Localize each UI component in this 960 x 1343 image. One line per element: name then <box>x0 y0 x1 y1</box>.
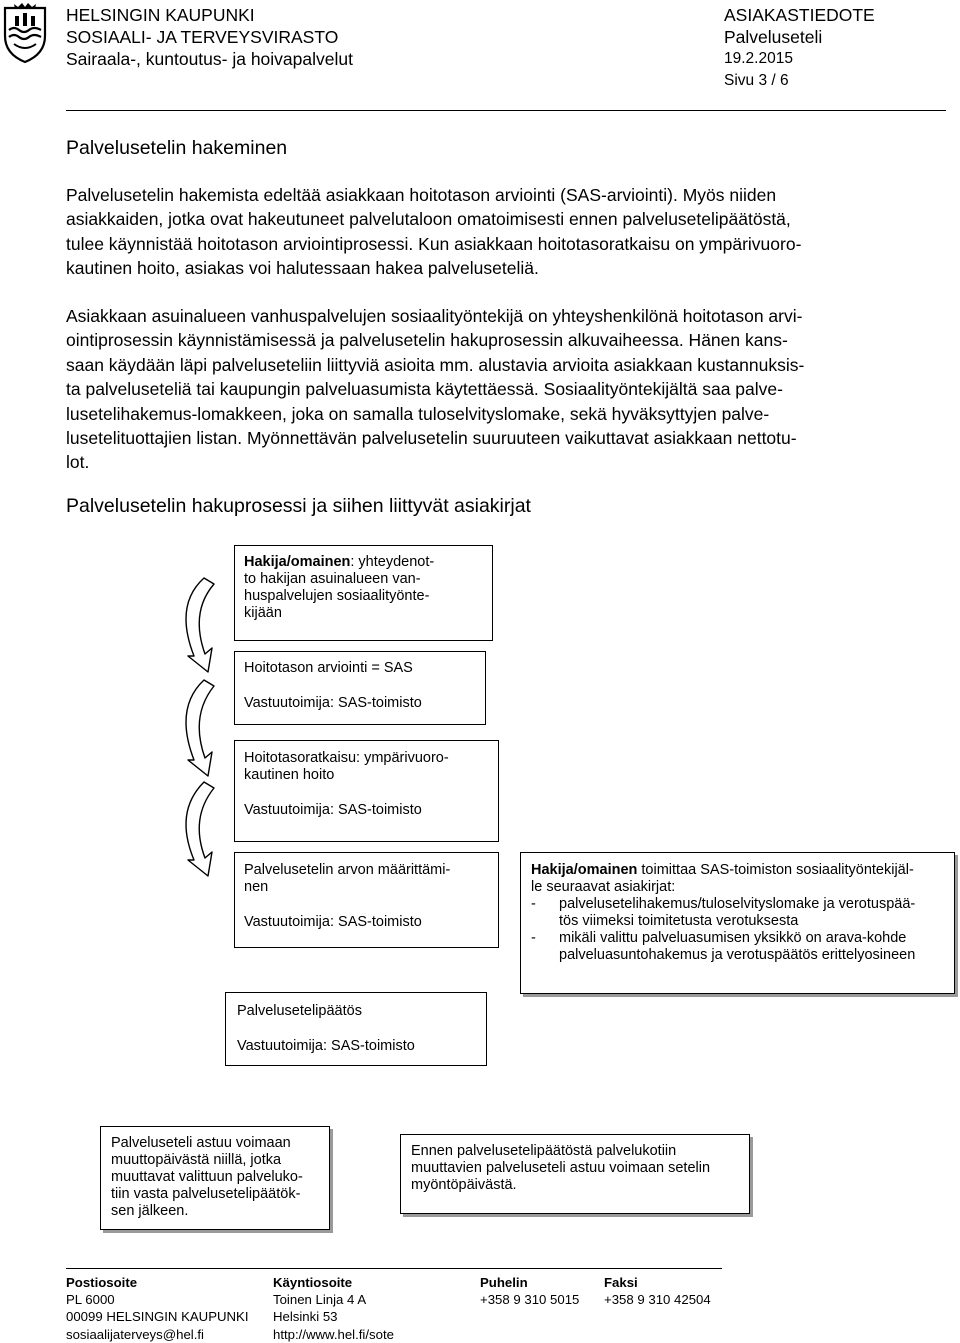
footer-heading: Faksi <box>604 1275 638 1290</box>
box-bold-label: Hakija/omainen <box>244 554 351 570</box>
box-text: sen jälkeen. <box>111 1203 189 1219</box>
box-bold-label: Hakija/omainen <box>531 862 638 878</box>
footer-divider <box>66 1268 722 1269</box>
flow-box-assessment <box>234 651 486 725</box>
box-text: mikäli valittu palveluasumisen yksikkö on arava-kohde <box>559 930 907 946</box>
footer-heading: Postiosoite <box>66 1275 138 1290</box>
document-list-item <box>531 896 946 930</box>
box-responsible: Vastuutoimija: SAS-toimisto <box>244 914 422 930</box>
box-text: palvelusetelihakemus/tuloselvityslomake ja verotuspää- <box>559 896 916 912</box>
box-text: to hakijan asuinalueen van- <box>244 571 421 587</box>
helsinki-crest-logo <box>2 2 48 64</box>
flow-box-voucher-value <box>234 852 499 948</box>
paragraph-line: saan käydään läpi palveluseteliin liittyviä asioita mm. alustavia arvioita asiakkaan kustannuksis- <box>66 354 805 375</box>
box-text: Palvelusetelipäätös <box>237 1003 362 1019</box>
paragraph-line: ta palveluseteliä tai kaupungin palveluasumista käytettäessä. Sosiaalityöntekijältä saa palve- <box>66 379 783 400</box>
flow-box-documents <box>520 852 955 994</box>
header-org-line-2: SOSIAALI- JA TERVEYSVIRASTO <box>66 27 339 47</box>
box-text: kautinen hoito <box>244 767 335 783</box>
box-text: Hoitotason arviointi = SAS <box>244 660 413 676</box>
footer-visiting-address <box>273 1274 394 1343</box>
header-doc-date: 19.2.2015 <box>724 50 793 67</box>
footer-phone <box>480 1274 579 1308</box>
box-responsible: Vastuutoimija: SAS-toimisto <box>244 695 422 711</box>
paragraph-line: Asiakkaan asuinalueen vanhuspalvelujen sosiaalityöntekijä on yhteyshenkilönä hoitotason arvi- <box>66 306 803 326</box>
header-org-line-3: Sairaala-, kuntoutus- ja hoivapalvelut <box>66 49 353 69</box>
flow-arrows <box>170 560 240 890</box>
paragraph-line: Palvelusetelin hakemista edeltää asiakkaan hoitotason arviointi (SAS-arviointi). Myös niiden <box>66 185 777 205</box>
header-page-number: Sivu 3 / 6 <box>724 72 789 89</box>
document-list-item <box>531 930 946 964</box>
box-text: tös viimeksi toimitetusta verotuksesta <box>559 913 799 929</box>
box-text: tiin vasta palvelusetelipäätök- <box>111 1186 301 1202</box>
header-document-info <box>724 4 875 92</box>
box-text: le seuraavat asiakirjat: <box>531 879 676 895</box>
paragraph-social-worker <box>66 304 946 475</box>
box-responsible: Vastuutoimija: SAS-toimisto <box>237 1038 415 1054</box>
paragraph-line: asiakkaiden, jotka ovat hakeutuneet palvelutaloon omatoimisesti ennen palvelusetelipäätöstä, <box>66 209 791 230</box>
list-dash: - <box>531 896 536 912</box>
section-heading-process: Palvelusetelin hakuprosessi ja siihen liittyvät asiakirjat <box>66 495 531 517</box>
list-dash: - <box>531 930 536 946</box>
paragraph-line: lot. <box>66 452 90 473</box>
footer-fax <box>604 1274 711 1308</box>
curved-arrow-icon <box>186 578 214 672</box>
box-text: muuttavat valittuun palveluko- <box>111 1169 303 1185</box>
paragraph-line: tulee käynnistää hoitotason arviointiprosessi. Kun asiakkaan hoitotasoratkaisu on ympärivuoro- <box>66 233 802 254</box>
header-organization <box>66 4 353 70</box>
paragraph-line: lusetelituottajien listan. Myönnettävän palvelusetelin suuruuteen vaikuttavat asiakkaan nettotu- <box>66 428 797 449</box>
box-responsible: Vastuutoimija: SAS-toimisto <box>244 802 422 818</box>
box-text: Palveluseteli astuu voimaan <box>111 1135 291 1151</box>
flow-box-validity-before <box>400 1134 750 1214</box>
header-doc-type: ASIAKASTIEDOTE <box>724 5 875 25</box>
box-text: muuttavien palveluseteli astuu voimaan setelin <box>411 1160 711 1176</box>
paragraph-line: ointiprosessin käynnistämisessä ja palvelusetelin hakuprosessin alkuvaiheessa. Hänen kans- <box>66 330 788 351</box>
box-text: toimittaa SAS-toimiston sosiaalityöntekijäl- <box>637 862 914 878</box>
box-text: palveluasuntohakemus ja verotuspäätös erittelyosineen <box>559 947 916 963</box>
section-heading-applying: Palvelusetelin hakeminen <box>66 137 288 159</box>
footer-text: 00099 HELSINGIN KAUPUNKI <box>66 1309 249 1325</box>
paragraph-line: kautinen hoito, asiakas voi halutessaan hakea palveluseteliä. <box>66 258 539 279</box>
header-divider <box>66 110 946 111</box>
paragraph-line: lusetelihakemus-lomakkeen, joka on samalla tuloselvityslomake, sekä hyväksyttyjen palve- <box>66 403 770 424</box>
footer-text: Toinen Linja 4 A <box>273 1292 367 1308</box>
box-text: Hoitotasoratkaisu: ympärivuoro- <box>244 750 449 766</box>
footer-text: PL 6000 <box>66 1292 115 1308</box>
footer-text: +358 9 310 5015 <box>480 1292 580 1308</box>
flow-box-validity-after <box>100 1126 330 1230</box>
header-doc-subject: Palveluseteli <box>724 27 823 47</box>
box-text: Palvelusetelin arvon määrittämi- <box>244 862 451 878</box>
curved-arrow-icon <box>186 782 214 876</box>
footer-text: Helsinki 53 <box>273 1309 338 1325</box>
footer-website: http://www.hel.fi/sote <box>273 1326 394 1342</box>
footer-heading: Puhelin <box>480 1275 528 1290</box>
flow-box-contact <box>234 545 493 641</box>
box-text: huspalvelujen sosiaalityönte- <box>244 588 430 604</box>
box-text: kijään <box>244 605 282 621</box>
footer-text: +358 9 310 42504 <box>604 1292 711 1308</box>
curved-arrow-icon <box>186 680 214 776</box>
footer-postal-address <box>66 1274 249 1343</box>
flow-box-care-decision <box>234 740 499 842</box>
box-text: muuttopäivästä niillä, jotka <box>111 1152 282 1168</box>
paragraph-assessment <box>66 183 946 281</box>
box-text: : yhteydenot- <box>350 554 435 570</box>
box-text: myöntöpäivästä. <box>411 1177 517 1193</box>
flow-box-voucher-decision <box>225 992 487 1066</box>
header-org-line-1: HELSINGIN KAUPUNKI <box>66 5 255 25</box>
box-text: nen <box>244 879 269 895</box>
footer-heading: Käyntiosoite <box>273 1275 353 1290</box>
footer-email: sosiaalijaterveys@hel.fi <box>66 1326 204 1342</box>
box-text: Ennen palvelusetelipäätöstä palvelukotiin <box>411 1143 677 1159</box>
